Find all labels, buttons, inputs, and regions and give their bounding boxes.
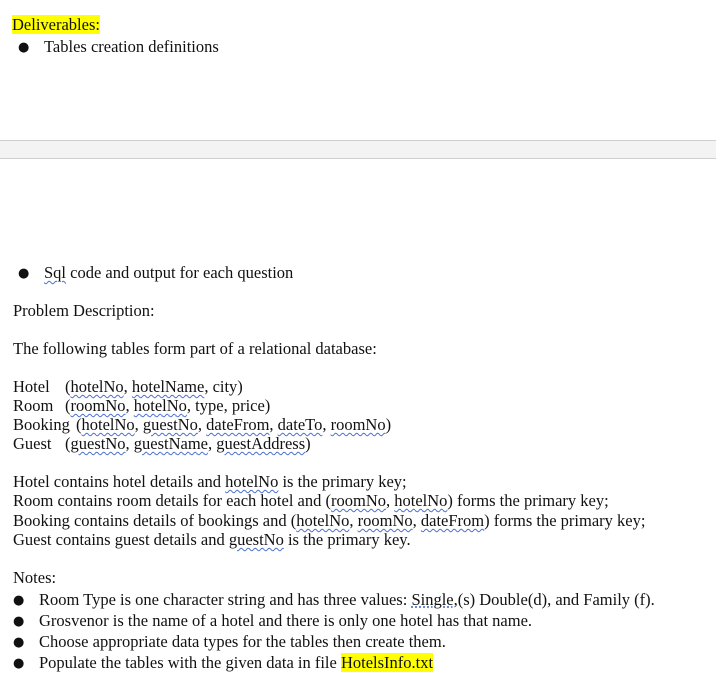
schema-room-cols: (roomNo, hotelNo, type, price) bbox=[65, 396, 271, 415]
deliverables-heading: Deliverables: bbox=[12, 15, 100, 34]
note-item-1: Room Type is one character string and has three values: Single,(s) Double(d), and Family (f). bbox=[39, 590, 655, 609]
deliverable-item-2: Sql code and output for each question bbox=[44, 263, 294, 282]
bullet-icon: ● bbox=[18, 40, 30, 55]
schema-hotel-cols: (hotelNo, hotelName, city) bbox=[65, 377, 243, 396]
bullet-icon: ● bbox=[13, 593, 25, 608]
schema-room: Room bbox=[13, 396, 54, 415]
note-item-4: Populate the tables with the given data in file HotelsInfo.txt bbox=[39, 653, 434, 672]
key-guest: Guest contains guest details and guestNo is the primary key. bbox=[13, 530, 411, 549]
schema-booking: Booking bbox=[13, 415, 70, 434]
note-item-2: Grosvenor is the name of a hotel and there is only one hotel has that name. bbox=[39, 611, 533, 630]
key-hotel: Hotel contains hotel details and hotelNo is the primary key; bbox=[13, 472, 407, 491]
page-break bbox=[0, 140, 716, 159]
key-room: Room contains room details for each hotel and (roomNo, hotelNo) forms the primary key; bbox=[13, 491, 609, 510]
problem-intro: The following tables form part of a relational database: bbox=[13, 339, 377, 358]
schema-booking-cols: (hotelNo, guestNo, dateFrom, dateTo, roomNo) bbox=[76, 415, 392, 434]
bullet-icon: ● bbox=[13, 614, 25, 629]
deliverable-item-1: Tables creation definitions bbox=[44, 37, 219, 56]
bullet-icon: ● bbox=[18, 266, 30, 281]
bullet-icon: ● bbox=[13, 656, 25, 671]
schema-guest: Guest bbox=[13, 434, 52, 453]
bullet-icon: ● bbox=[13, 635, 25, 650]
note-item-3: Choose appropriate data types for the tables then create them. bbox=[39, 632, 446, 651]
problem-heading: Problem Description: bbox=[13, 301, 155, 320]
key-booking: Booking contains details of bookings and (hotelNo, roomNo, dateFrom) forms the primary key; bbox=[13, 511, 646, 530]
schema-hotel: Hotel bbox=[13, 377, 50, 396]
notes-heading: Notes: bbox=[13, 568, 57, 587]
schema-guest-cols: (guestNo, guestName, guestAddress) bbox=[65, 434, 311, 453]
